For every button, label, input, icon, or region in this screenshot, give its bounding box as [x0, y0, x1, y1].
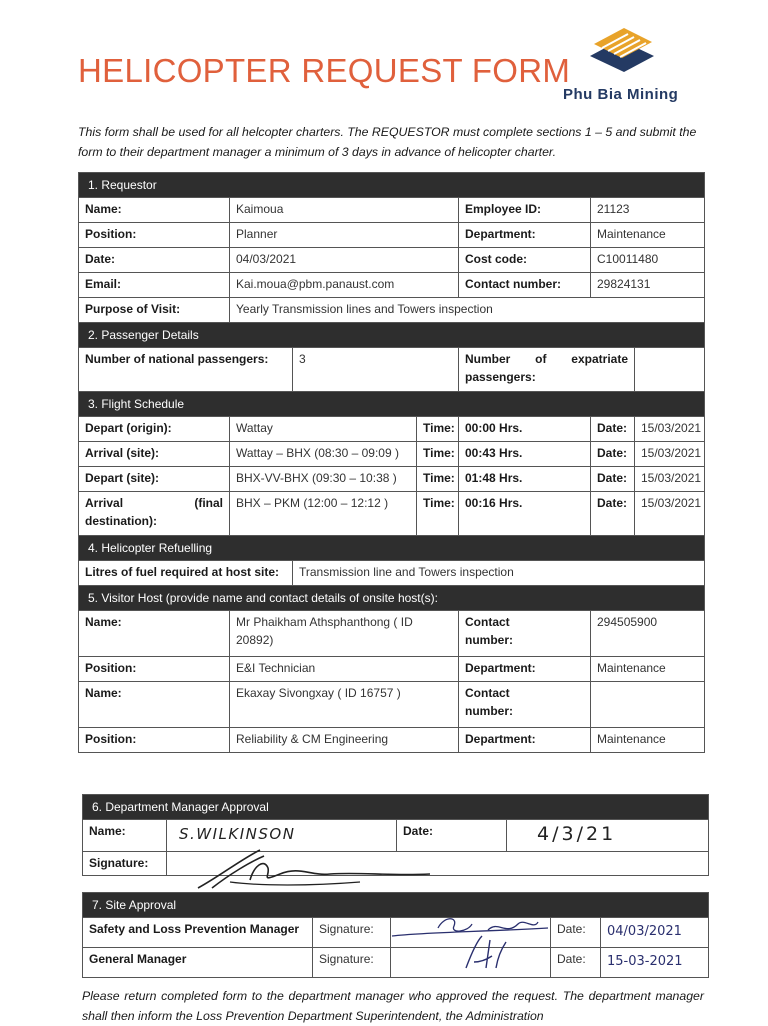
host-department-value: Maintenance — [591, 728, 705, 753]
requestor-date-label: Date: — [79, 248, 230, 273]
section-flight-header: 3. Flight Schedule — [79, 392, 705, 417]
flight-time: 01:48 Hrs. — [459, 467, 591, 492]
expat-passengers-value — [635, 348, 705, 392]
expat-passengers-label: Number of expatriate passengers: — [459, 348, 635, 392]
employee-id-value: 21123 — [591, 198, 705, 223]
flight-row — [79, 417, 705, 442]
contact-number-value: 29824131 — [591, 273, 705, 298]
flight-label: Depart (origin): — [79, 417, 230, 442]
cost-code-label: Cost code: — [459, 248, 591, 273]
purpose-value: Yearly Transmission lines and Towers inspection — [230, 298, 705, 323]
flight-time: 00:43 Hrs. — [459, 442, 591, 467]
manager-date-label: Date: — [397, 820, 507, 852]
time-label: Time: — [417, 417, 459, 442]
fuel-value: Transmission line and Towers inspection — [293, 561, 705, 586]
host-row — [79, 611, 705, 657]
manager-name-handwritten: S.WILKINSON — [179, 825, 296, 843]
host-department-value: Maintenance — [591, 657, 705, 682]
requestor-date-value: 04/03/2021 — [230, 248, 459, 273]
section-site-header: 7. Site Approval — [83, 893, 709, 918]
flight-place: Wattay – BHX (08:30 – 09:09 ) — [230, 442, 417, 467]
company-logo-icon — [580, 26, 660, 82]
request-form-table — [78, 172, 705, 753]
host-contact-label: Contact number: — [459, 611, 591, 657]
host-contact-value — [591, 682, 705, 728]
manager-date-value — [507, 820, 709, 852]
flight-label: Arrival (site): — [79, 442, 230, 467]
section-refuelling-header: 4. Helicopter Refuelling — [79, 536, 705, 561]
manager-date-handwritten: 4/3/21 — [537, 823, 617, 845]
requestor-department-label: Department: — [459, 223, 591, 248]
section-passengers-header: 2. Passenger Details — [79, 323, 705, 348]
form-title: HELICOPTER REQUEST FORM — [78, 52, 571, 89]
host-row — [79, 682, 705, 728]
host-position-value: E&I Technician — [230, 657, 459, 682]
host-name-value: Mr Phaikham Athsphanthong ( ID 20892) — [230, 611, 459, 657]
flight-row — [79, 492, 705, 536]
host-row — [79, 728, 705, 753]
flight-label: Depart (site): — [79, 467, 230, 492]
company-name: Phu Bia Mining — [563, 86, 679, 103]
intro-text: This form shall be used for all helcopter charters. The REQUESTOR must complete sections 1 – 5 and submit the form to their department manager a minimum of 3 days in advance of helicopter charter. — [78, 125, 697, 159]
host-department-label: Department: — [459, 657, 591, 682]
site-signature-label: Signature: — [313, 918, 391, 948]
requestor-name-value: Kaimoua — [230, 198, 459, 223]
date-label: Date: — [591, 417, 635, 442]
national-passengers-label: Number of national passengers: — [79, 348, 293, 392]
host-contact-label: Contact number: — [459, 682, 591, 728]
host-position-label: Position: — [79, 728, 230, 753]
general-manager-signature-icon — [456, 932, 516, 976]
flight-date: 15/03/2021 — [635, 492, 705, 536]
section-manager-header: 6. Department Manager Approval — [83, 795, 709, 820]
purpose-label: Purpose of Visit: — [79, 298, 230, 323]
date-label: Date: — [591, 492, 635, 536]
flight-time: 00:16 Hrs. — [459, 492, 591, 536]
fuel-label: Litres of fuel required at host site: — [79, 561, 293, 586]
flight-place: Wattay — [230, 417, 417, 442]
requestor-position-value: Planner — [230, 223, 459, 248]
host-contact-value: 294505900 — [591, 611, 705, 657]
cost-code-value: C10011480 — [591, 248, 705, 273]
flight-label: Arrival (final destination): — [79, 492, 230, 536]
outro-text: Please return completed form to the department manager who approved the request. The department manager shall then inform the Loss Prevention Department Superintendent, the Administration — [82, 989, 704, 1023]
requestor-name-label: Name: — [79, 198, 230, 223]
section-host-header: 5. Visitor Host (provide name and contact details of onsite host(s): — [79, 586, 705, 611]
requestor-position-label: Position: — [79, 223, 230, 248]
time-label: Time: — [417, 442, 459, 467]
site-approval-row — [83, 948, 709, 978]
flight-time: 00:00 Hrs. — [459, 417, 591, 442]
host-row — [79, 657, 705, 682]
site-date-value — [601, 948, 709, 978]
employee-id-label: Employee ID: — [459, 198, 591, 223]
flight-row — [79, 467, 705, 492]
host-name-value: Ekaxay Sivongxay ( ID 16757 ) — [230, 682, 459, 728]
manager-signature-label: Signature: — [83, 852, 167, 876]
requestor-department-value: Maintenance — [591, 223, 705, 248]
flight-date: 15/03/2021 — [635, 417, 705, 442]
host-department-label: Department: — [459, 728, 591, 753]
time-label: Time: — [417, 492, 459, 536]
national-passengers-value: 3 — [293, 348, 459, 392]
flight-date: 15/03/2021 — [635, 467, 705, 492]
requestor-email-value: Kai.moua@pbm.panaust.com — [230, 273, 459, 298]
handwriting-icon — [173, 822, 343, 844]
host-name-label: Name: — [79, 682, 230, 728]
site-date-handwritten: 15-03-2021 — [607, 954, 683, 969]
section-requestor-header: 1. Requestor — [79, 173, 705, 198]
time-label: Time: — [417, 467, 459, 492]
manager-name-label: Name: — [83, 820, 167, 852]
site-date-value — [601, 918, 709, 948]
manager-signature-icon — [190, 846, 470, 896]
host-position-label: Position: — [79, 657, 230, 682]
host-name-label: Name: — [79, 611, 230, 657]
site-role: General Manager — [83, 948, 313, 978]
site-date-label: Date: — [551, 918, 601, 948]
flight-place: BHX-VV-BHX (09:30 – 10:38 ) — [230, 467, 417, 492]
requestor-email-label: Email: — [79, 273, 230, 298]
site-date-label: Date: — [551, 948, 601, 978]
date-label: Date: — [591, 467, 635, 492]
site-role: Safety and Loss Prevention Manager — [83, 918, 313, 948]
contact-number-label: Contact number: — [459, 273, 591, 298]
site-date-handwritten: 04/03/2021 — [607, 924, 682, 939]
host-position-value: Reliability & CM Engineering — [230, 728, 459, 753]
date-label: Date: — [591, 442, 635, 467]
flight-place: BHX – PKM (12:00 – 12:12 ) — [230, 492, 417, 536]
site-signature-label: Signature: — [313, 948, 391, 978]
flight-date: 15/03/2021 — [635, 442, 705, 467]
flight-row — [79, 442, 705, 467]
